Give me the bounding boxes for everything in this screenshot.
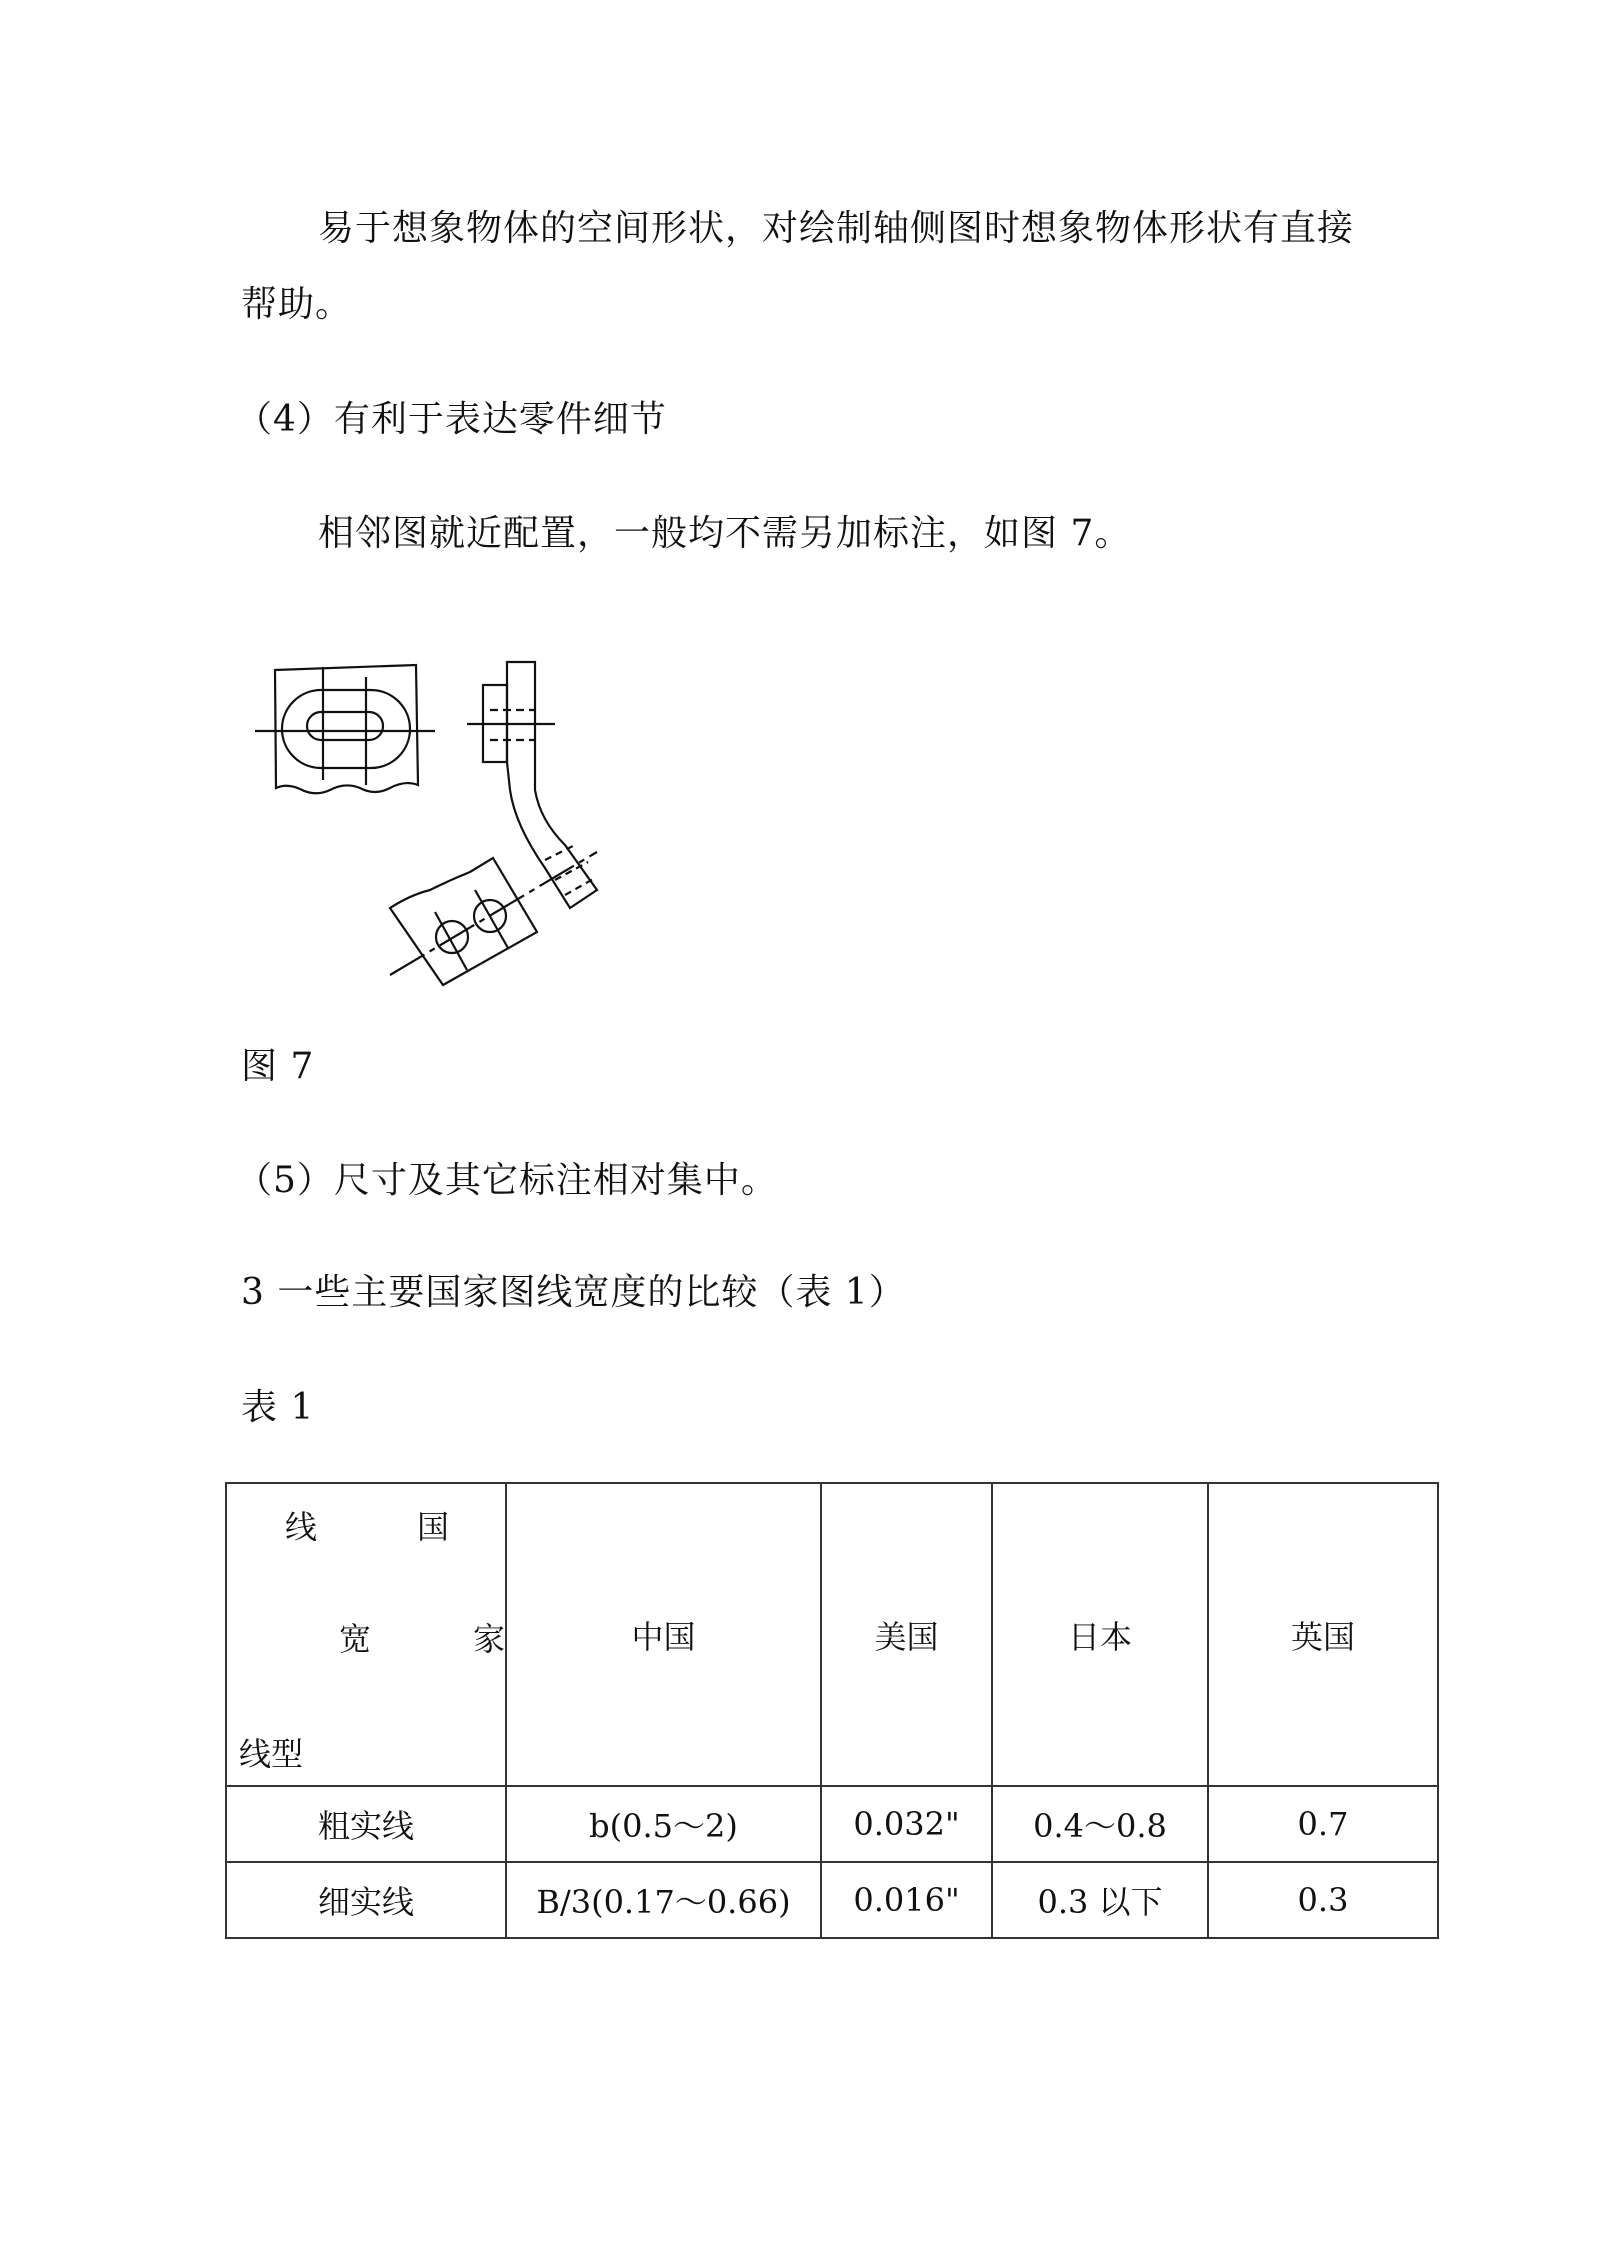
table-cell: 0.016" [821, 1862, 992, 1938]
figure-caption: 图 7 [241, 1046, 315, 1087]
corner-label: 线 [285, 1508, 318, 1546]
line-width-table [225, 1482, 1439, 1939]
table-cell: 0.7 [1208, 1786, 1438, 1862]
column-header: 美国 [821, 1483, 992, 1786]
table-cell: b(0.5～2) [506, 1786, 821, 1862]
paragraph-line: 易于想象物体的空间形状，对绘制轴侧图时想象物体形状有直接 [318, 208, 1355, 249]
paragraph: 相邻图就近配置，一般均不需另加标注，如图 7。 [318, 513, 1132, 554]
heading-5: （5）尺寸及其它标注相对集中。 [236, 1160, 778, 1201]
paragraph-line: 帮助。 [241, 284, 353, 325]
table-cell: 0.032" [821, 1786, 992, 1862]
heading-4: （4）有利于表达零件细节 [236, 399, 667, 440]
table-cell: 0.3 以下 [992, 1862, 1208, 1938]
side-view [467, 662, 597, 908]
column-header: 英国 [1208, 1483, 1438, 1786]
row-header: 粗实线 [226, 1786, 506, 1862]
row-header: 细实线 [226, 1862, 506, 1938]
column-header: 日本 [992, 1483, 1208, 1786]
figure-7-drawing [230, 640, 630, 1000]
table-cell: 0.3 [1208, 1862, 1438, 1938]
table-cell: 0.4～0.8 [992, 1786, 1208, 1862]
corner-label: 国 [417, 1508, 450, 1546]
corner-label: 家 [473, 1620, 506, 1658]
auxiliary-view [390, 852, 597, 985]
diagonal-header-cell [226, 1483, 506, 1786]
table-header-row [226, 1483, 1438, 1786]
front-view [255, 665, 435, 793]
column-header: 中国 [506, 1483, 821, 1786]
table-cell: B/3(0.17～0.66) [506, 1862, 821, 1938]
table-caption: 表 1 [241, 1387, 315, 1428]
table-row [226, 1786, 1438, 1862]
section-heading: 3 一些主要国家图线宽度的比较（表 1） [241, 1272, 906, 1313]
corner-label: 宽 [339, 1620, 372, 1658]
corner-label: 线型 [239, 1735, 304, 1773]
table-row [226, 1862, 1438, 1938]
